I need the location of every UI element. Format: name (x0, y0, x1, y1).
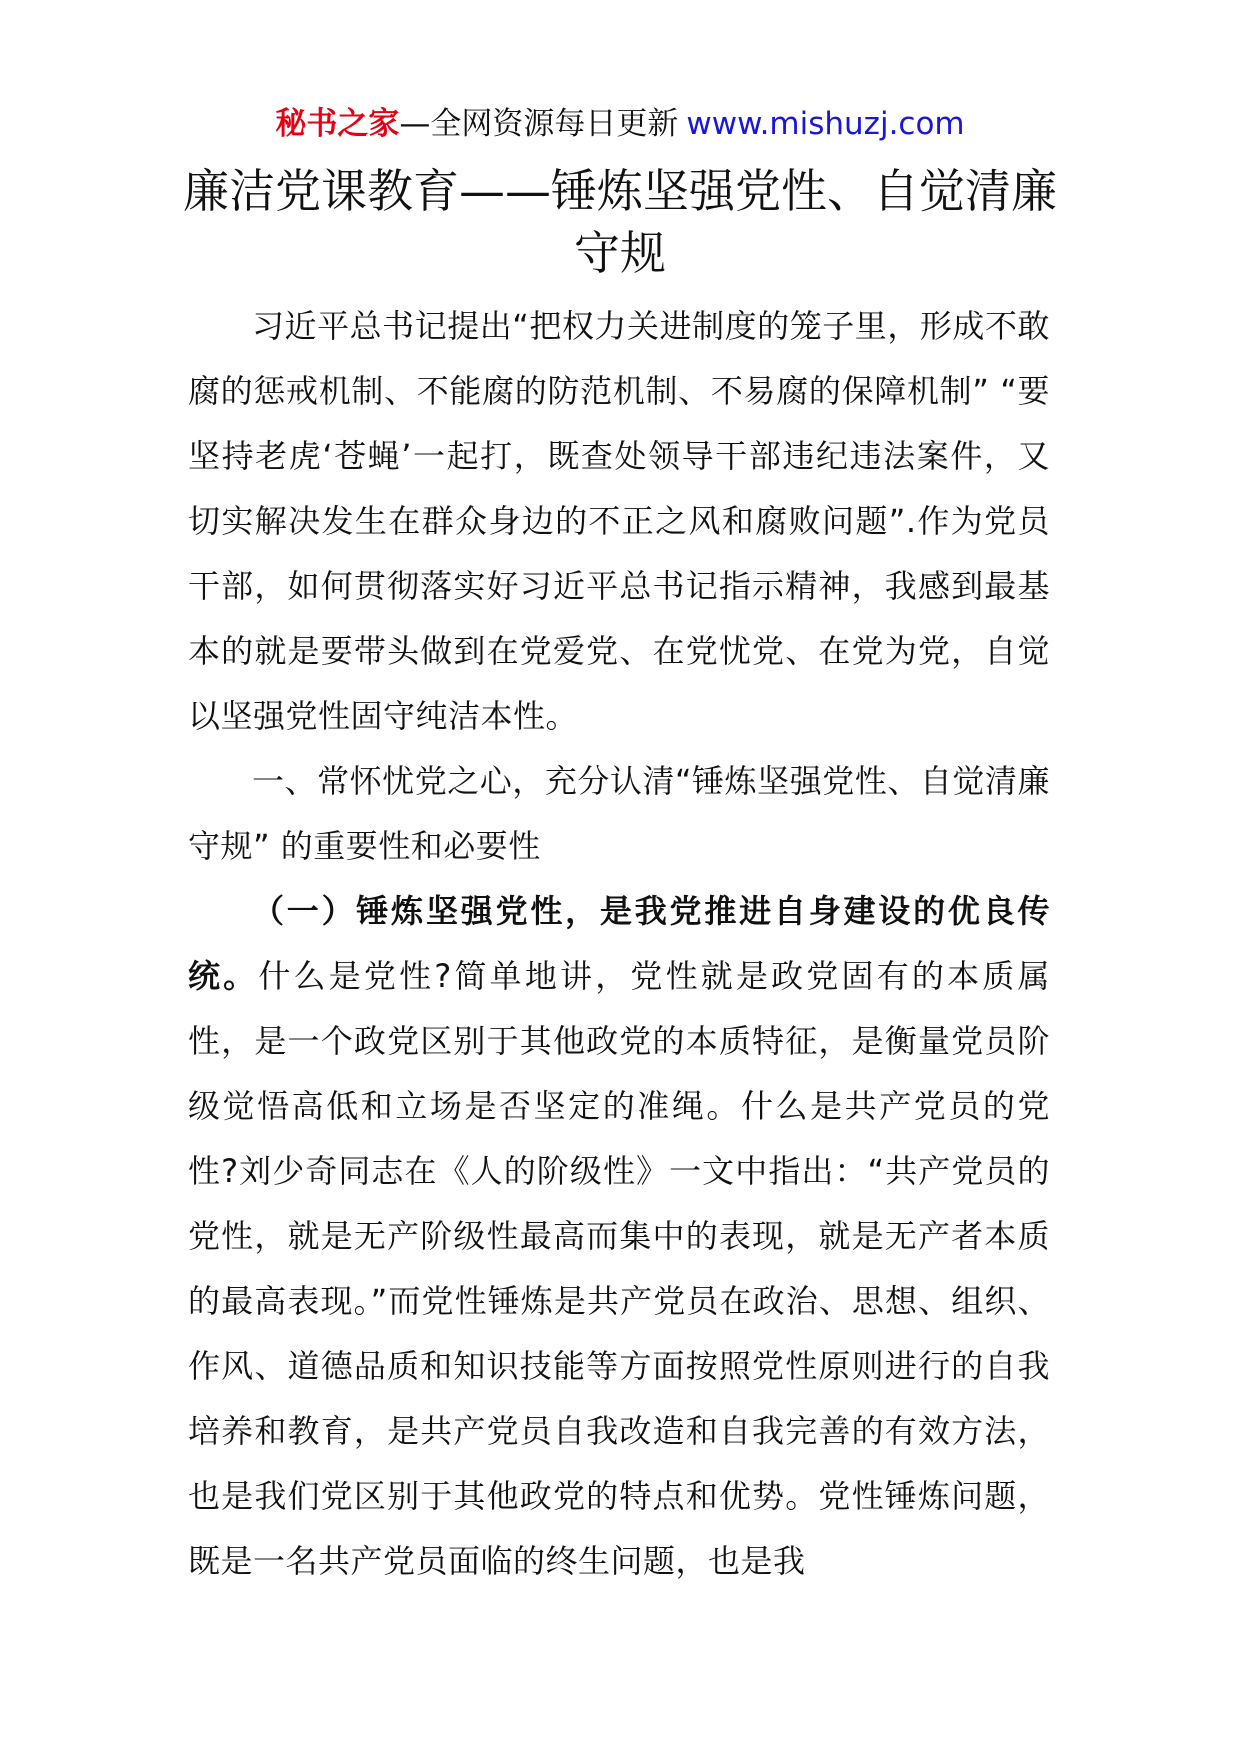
subsection-heading-1: （一）锤炼坚强党性，是我党推进自身建设的优良传统。 (188, 892, 1050, 995)
document-body (188, 294, 1050, 1594)
subsection-text-1: 什么是党性?简单地讲，党性就是政党固有的本质属性，是一个政党区别于其他政党的本质特征，是衡量党员阶级觉悟高低和立场是否坚定的准绳。什么是共产党员的党性?刘少奇同志在《人的阶级性》一文中指出：“共产党员的党性，就是无产阶级性最高而集中的表现，就是无产者本质的最高表现。”而党性锤炼是共产党员在政治、思想、组织、作风、道德品质和知识技能等方面按照党性原则进行的自我培养和教育，是共产党员自我改造和自我完善的有效方法，也是我们党区别于其他政党的特点和优势。党性锤炼问题，既是一名共产党员面临的终生问题，也是我 (188, 957, 1050, 1580)
header-banner (0, 104, 1240, 144)
document-title: 廉洁党课教育——锤炼坚强党性、自觉清廉守规 (183, 164, 1057, 280)
header-url[interactable]: www.mishuzj.com (686, 106, 965, 142)
paragraph-subsection-1 (188, 879, 1050, 1594)
header-tagline: —全网资源每日更新 (399, 106, 679, 142)
brand-name: 秘书之家 (275, 106, 400, 142)
paragraph-intro: 习近平总书记提出“把权力关进制度的笼子里，形成不敢腐的惩戒机制、不能腐的防范机制、不易腐的保障机制” “要坚持老虎‘苍蝇’一起打，既查处领导干部违纪违法案件，又切实解决发生在群众身边的不正之风和腐败问题”.作为党员干部，如何贯彻落实好习近平总书记指示精神，我感到最基本的就是要带头做到在党爱党、在党忧党、在党为党，自觉以坚强党性固守纯洁本性。 (188, 307, 1050, 735)
section-heading-1: 一、常怀忧党之心，充分认清“锤炼坚强党性、自觉清廉守规” 的重要性和必要性 (188, 762, 1050, 865)
